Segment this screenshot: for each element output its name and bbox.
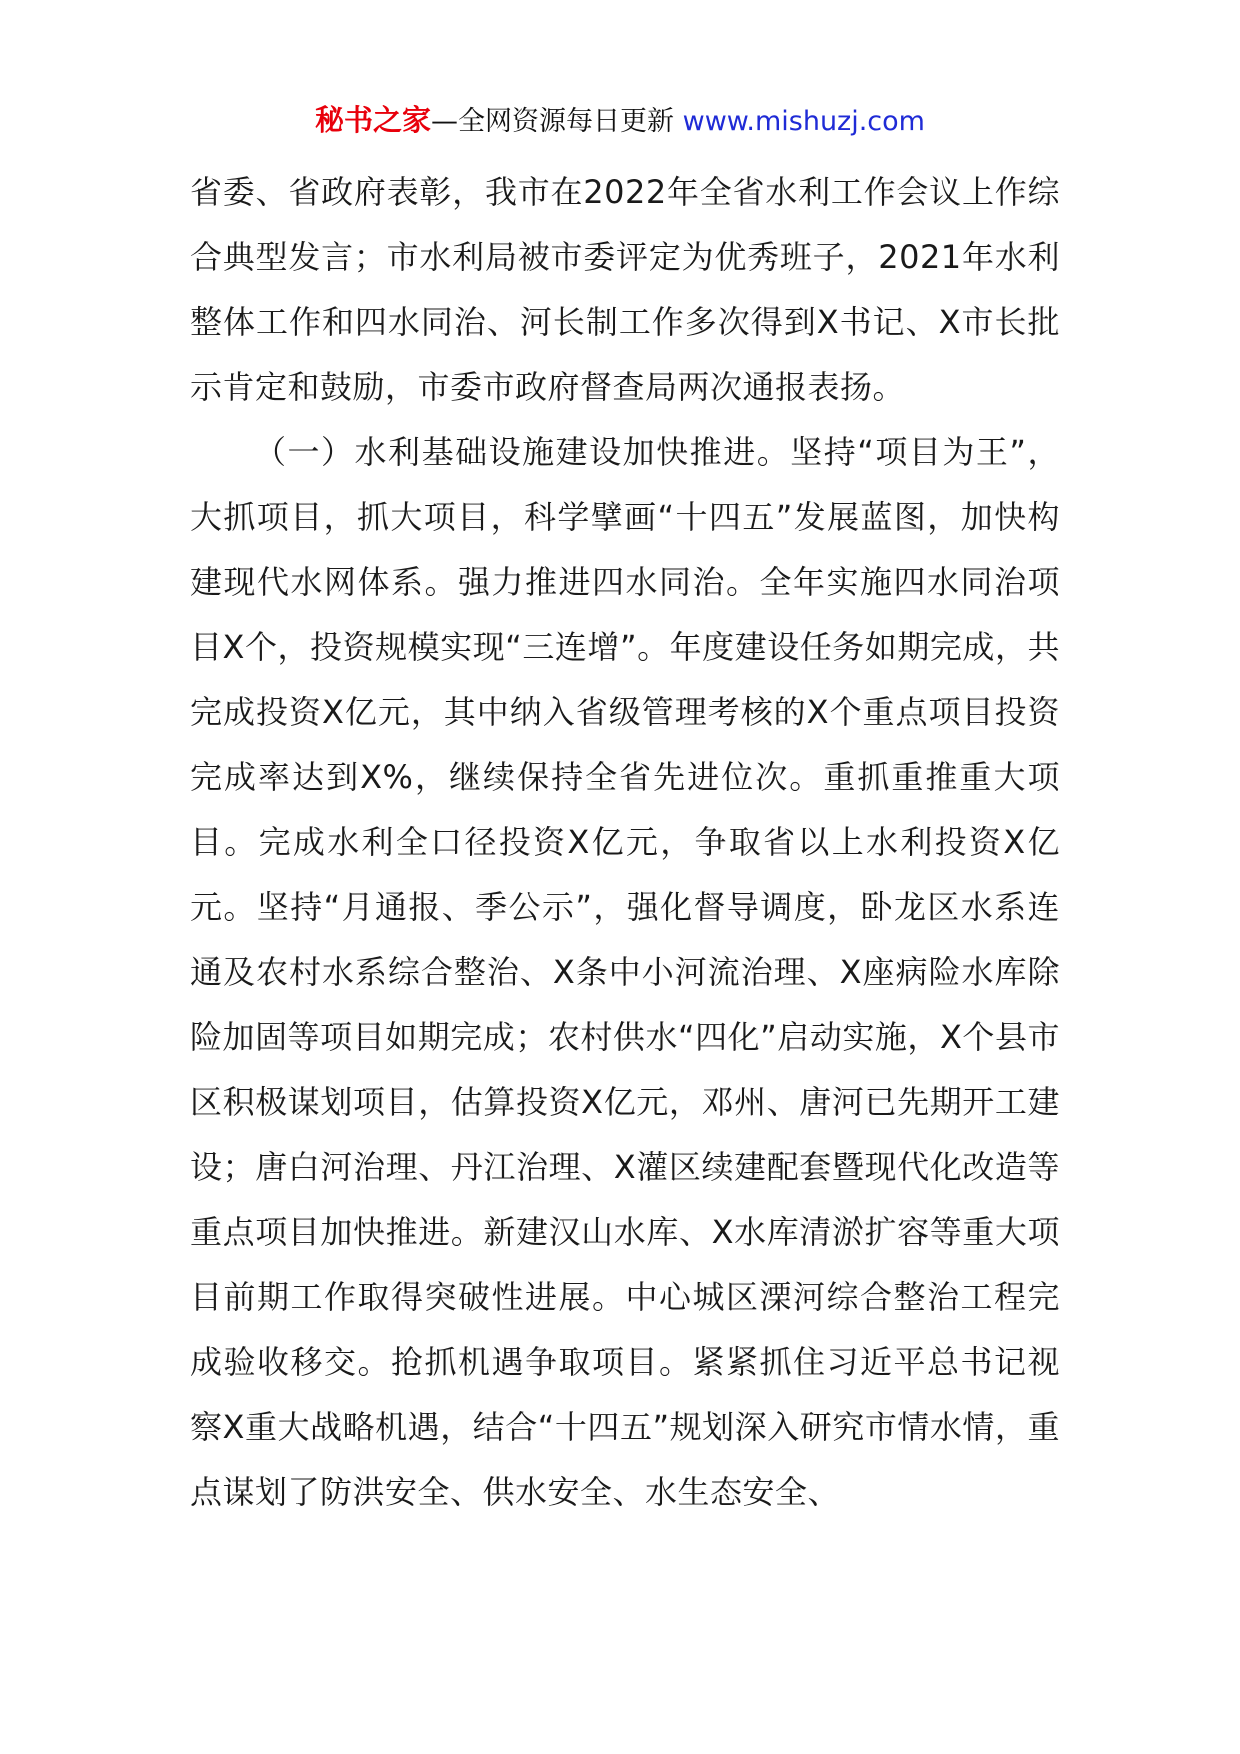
- header-url-link[interactable]: www.mishuzj.com: [682, 106, 925, 137]
- paragraph-section-1: （一）水利基础设施建设加快推进。坚持“项目为王”，大抓项目，抓大项目，科学擘画“十四五”发展蓝图，加快构建现代水网体系。强力推进四水同治。全年实施四水同治项目X个，投资规模实现“三连增”。年度建设任务如期完成，共完成投资X亿元，其中纳入省级管理考核的X个重点项目投资完成率达到X%，继续保持全省先进位次。重抓重推重大项目。完成水利全口径投资X亿元，争取省以上水利投资X亿元。坚持“月通报、季公示”，强化督导调度，卧龙区水系连通及农村水系综合整治、X条中小河流治理、X座病险水库除险加固等项目如期完成；农村供水“四化”启动实施，X个县市区积极谋划项目，估算投资X亿元，邓州、唐河已先期开工建设；唐白河治理、丹江治理、X灌区续建配套暨现代化改造等重点项目加快推进。新建汉山水库、X水库清淤扩容等重大项目前期工作取得突破性进展。中心城区溧河综合整治工程完成验收移交。抢抓机遇争取项目。紧紧抓住习近平总书记视察X重大战略机遇，结合“十四五”规划深入研究市情水情，重点谋划了防洪安全、供水安全、水生态安全、: [190, 433, 1060, 1511]
- paragraph-continued: 省委、省政府表彰，我市在2022年全省水利工作会议上作综合典型发言；市水利局被市委评定为优秀班子，2021年水利整体工作和四水同治、河长制工作多次得到X书记、X市长批示肯定和鼓励，市委市政府督查局两次通报表扬。: [190, 173, 1060, 406]
- page-header: [0, 100, 1240, 142]
- header-tagline: —全网资源每日更新: [431, 106, 683, 137]
- header-brand: 秘书之家: [315, 103, 432, 137]
- document-body: [190, 160, 1060, 1525]
